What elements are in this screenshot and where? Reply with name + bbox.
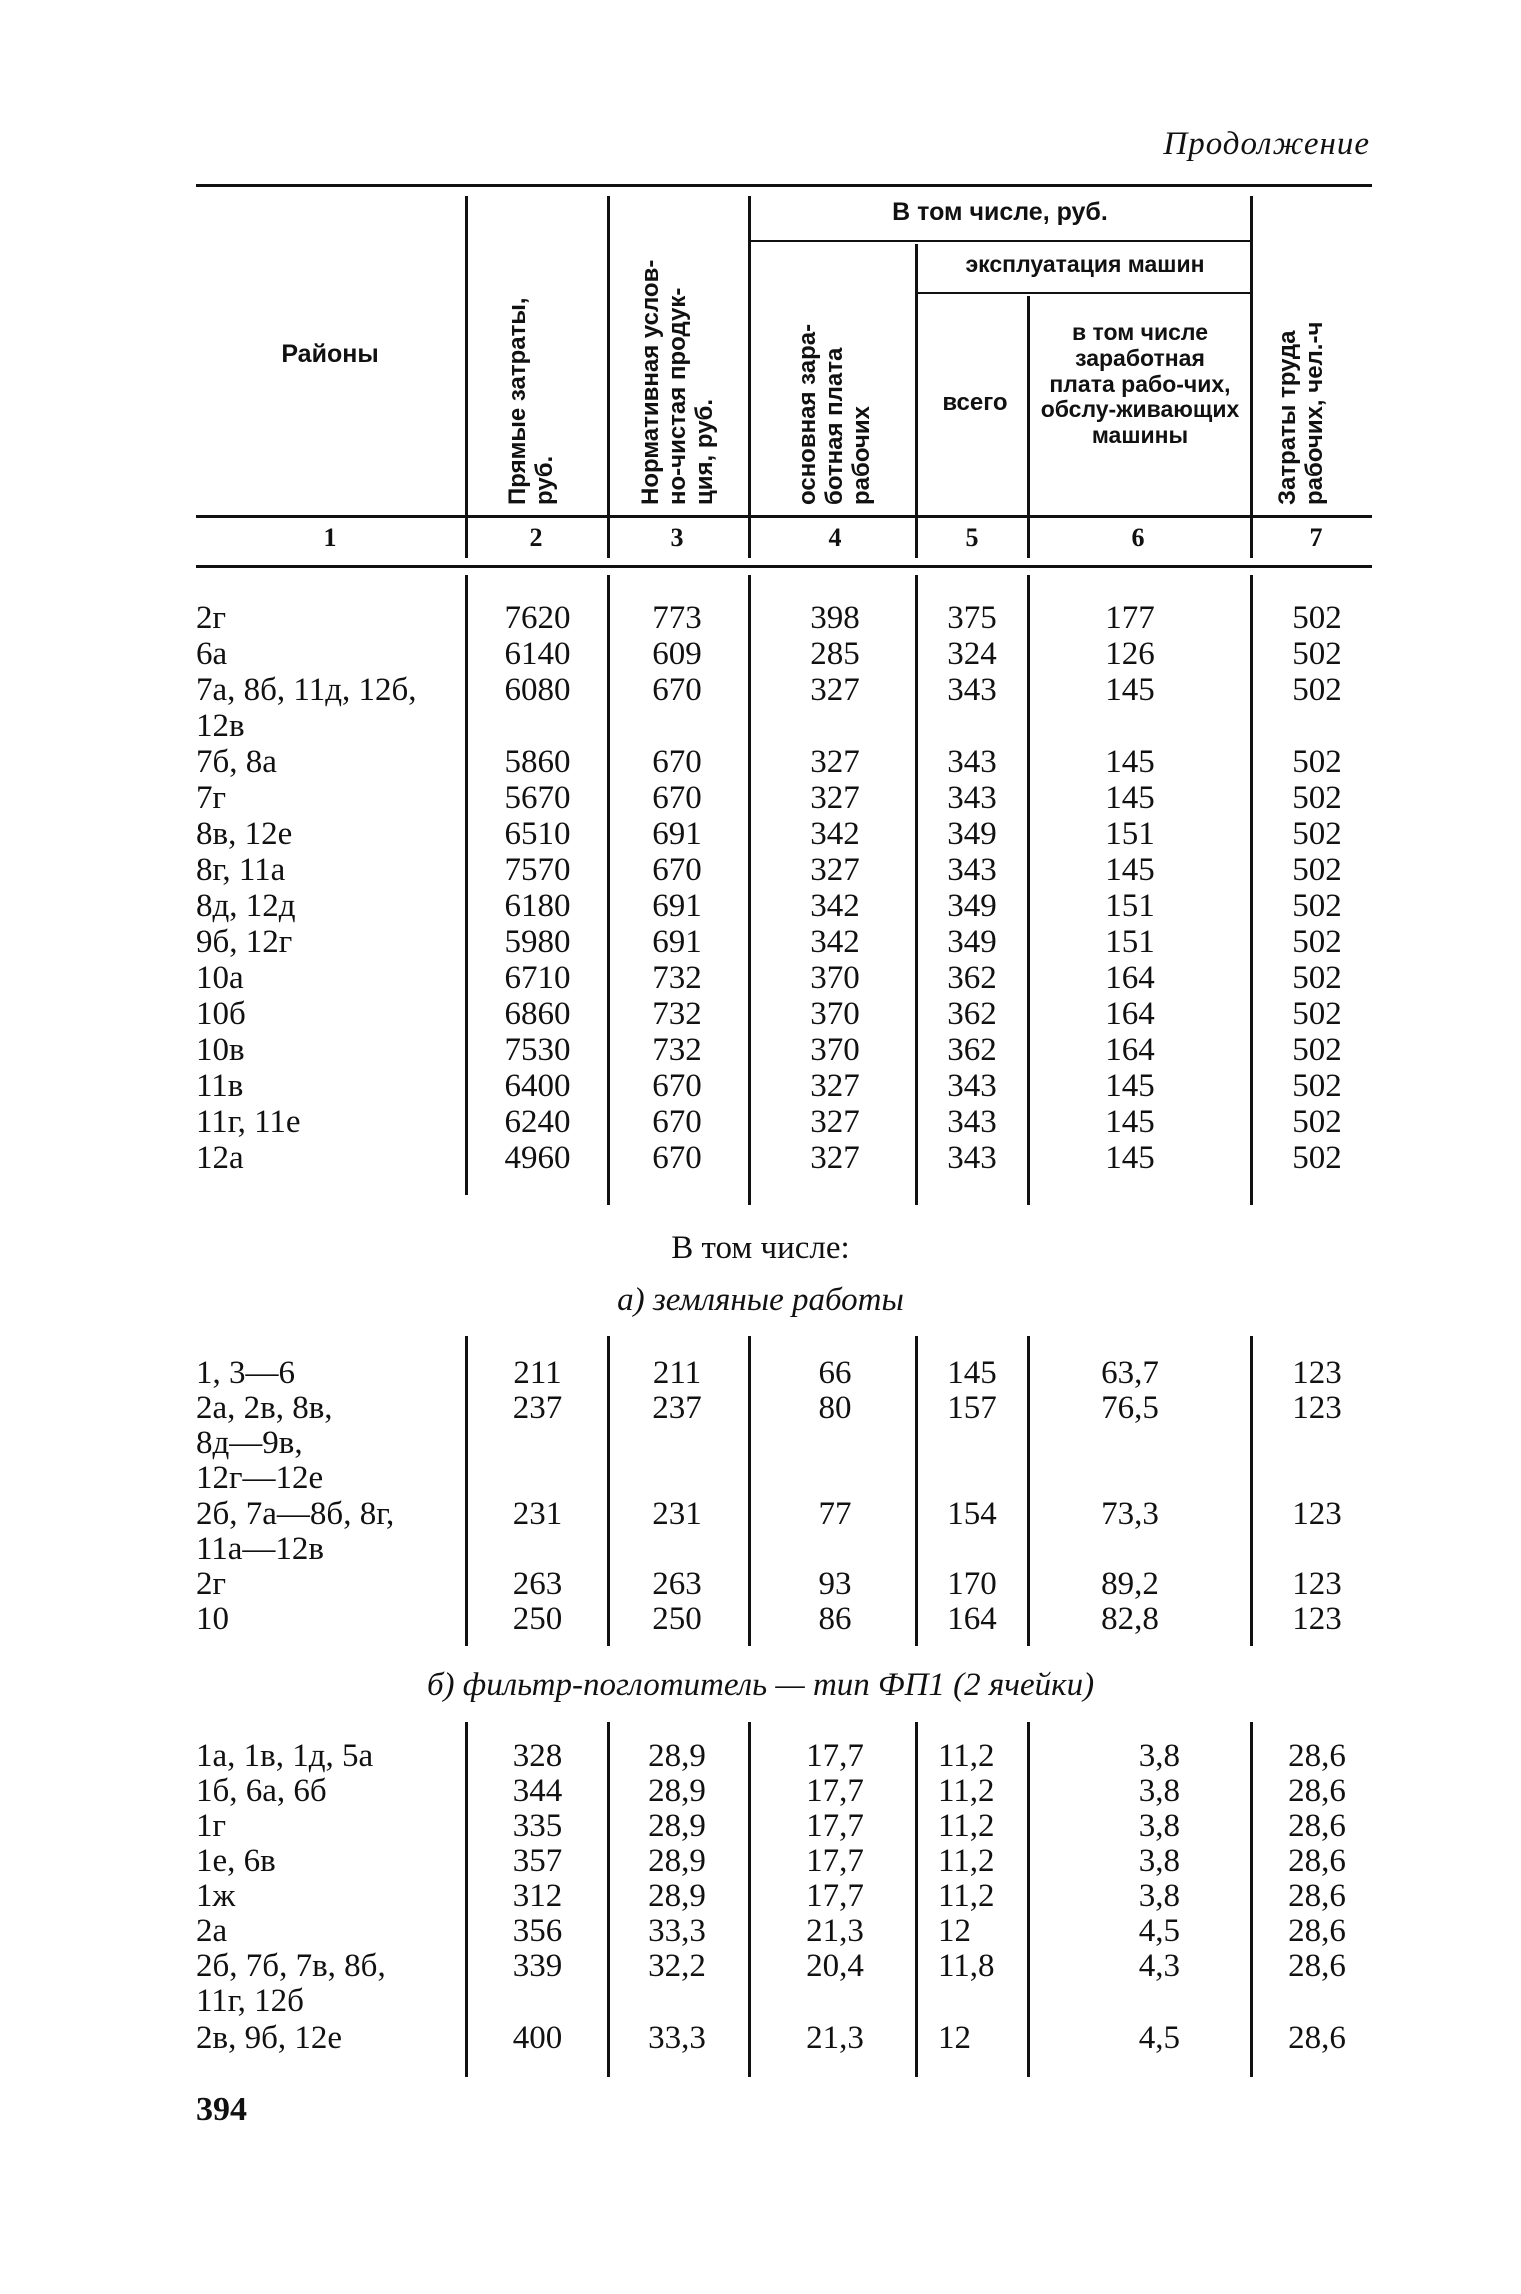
body-divider xyxy=(748,1336,751,1646)
cell: 151 xyxy=(1105,924,1155,960)
region-cell: 8д, 12д xyxy=(196,888,296,924)
cell: 375 xyxy=(947,600,997,636)
region-cell: 2г xyxy=(196,1566,227,1602)
body-divider xyxy=(607,575,610,1205)
header-col2-label: Прямые затраты, руб. xyxy=(504,297,558,505)
region-cell: 1г xyxy=(196,1808,227,1844)
cell: 80 xyxy=(818,1390,852,1426)
cell: 28,6 xyxy=(1288,1948,1346,1984)
cell: 339 xyxy=(512,1948,563,1984)
cell: 151 xyxy=(1105,888,1155,924)
cell: 327 xyxy=(810,1104,860,1140)
cell: 4,3 xyxy=(1138,1948,1180,1984)
cell: 33,3 xyxy=(648,2020,706,2056)
cell: 502 xyxy=(1292,636,1342,672)
cell: 670 xyxy=(652,1104,702,1140)
subgroup-rule xyxy=(918,292,1250,294)
cell: 11,2 xyxy=(938,1738,995,1774)
region-cell: 2а xyxy=(196,1913,228,1949)
cell: 145 xyxy=(1105,744,1155,780)
cell: 250 xyxy=(652,1601,702,1637)
column-number: 6 xyxy=(1131,523,1145,552)
cell: 5670 xyxy=(504,780,571,816)
cell: 356 xyxy=(512,1913,563,1949)
cell: 335 xyxy=(512,1808,563,1844)
cell: 362 xyxy=(947,960,997,996)
cell: 312 xyxy=(512,1878,563,1914)
cell: 231 xyxy=(652,1496,702,1532)
cell: 237 xyxy=(652,1390,702,1426)
body-divider xyxy=(465,1336,468,1646)
region-cell: 2г xyxy=(196,600,227,636)
body-divider xyxy=(748,575,751,1205)
cell: 691 xyxy=(652,816,702,852)
body-divider xyxy=(1250,1336,1253,1646)
cell: 3,8 xyxy=(1138,1738,1180,1774)
region-cell: 10а xyxy=(196,960,244,996)
region-cell: 7г xyxy=(196,780,227,816)
table-top-rule xyxy=(196,184,1372,187)
cell: 231 xyxy=(512,1496,563,1532)
cell: 342 xyxy=(810,924,860,960)
cell: 7530 xyxy=(504,1032,571,1068)
region-cell: 8в, 12е xyxy=(196,816,293,852)
body-divider xyxy=(915,1722,918,2077)
cell: 28,6 xyxy=(1288,1738,1346,1774)
header-divider xyxy=(1250,196,1253,558)
body-divider xyxy=(748,1722,751,2077)
cell: 164 xyxy=(1105,1032,1155,1068)
cell: 502 xyxy=(1292,816,1342,852)
cell: 502 xyxy=(1292,924,1342,960)
cell: 6140 xyxy=(504,636,571,672)
region-cell: 10в xyxy=(196,1032,245,1068)
body-divider xyxy=(1250,575,1253,1205)
cell: 263 xyxy=(512,1566,563,1602)
header-col3-label: Нормативная услов- но-чистая продук- ция, руб. xyxy=(637,259,718,505)
cell: 691 xyxy=(652,924,702,960)
column-number: 3 xyxy=(670,523,684,552)
cell: 145 xyxy=(1105,672,1155,708)
cell: 691 xyxy=(652,888,702,924)
cell: 28,9 xyxy=(648,1843,706,1879)
cell: 154 xyxy=(947,1496,997,1532)
body-divider xyxy=(915,575,918,1205)
cell: 5980 xyxy=(504,924,571,960)
cell: 17,7 xyxy=(806,1843,864,1879)
cell: 349 xyxy=(947,924,997,960)
cell: 7620 xyxy=(504,600,571,636)
cell: 63,7 xyxy=(1101,1355,1159,1391)
body-divider xyxy=(465,1722,468,2077)
cell: 11,2 xyxy=(938,1843,995,1879)
cell: 6080 xyxy=(504,672,571,708)
column-number: 4 xyxy=(828,523,842,552)
cell: 670 xyxy=(652,852,702,888)
cell: 11,2 xyxy=(938,1808,995,1844)
cell: 343 xyxy=(947,780,997,816)
cell: 7570 xyxy=(504,852,571,888)
cell: 362 xyxy=(947,1032,997,1068)
cell: 32,2 xyxy=(648,1948,706,1984)
cell: 4,5 xyxy=(1138,1913,1180,1949)
cell: 732 xyxy=(652,996,702,1032)
section-a-title: а) земляные работы xyxy=(617,1282,904,1318)
region-cell: 8д—9в, xyxy=(196,1425,303,1461)
cell: 357 xyxy=(512,1843,563,1879)
cell: 670 xyxy=(652,744,702,780)
region-cell: 1а, 1в, 1д, 5а xyxy=(196,1738,374,1774)
cell: 164 xyxy=(1105,996,1155,1032)
cell: 164 xyxy=(947,1601,997,1637)
cell: 6860 xyxy=(504,996,571,1032)
cell: 502 xyxy=(1292,672,1342,708)
cell: 670 xyxy=(652,1068,702,1104)
cell: 3,8 xyxy=(1138,1843,1180,1879)
colnum-bottom-rule xyxy=(196,565,1372,568)
cell: 126 xyxy=(1105,636,1155,672)
cell: 400 xyxy=(512,2020,563,2056)
cell: 502 xyxy=(1292,1032,1342,1068)
cell: 502 xyxy=(1292,744,1342,780)
body-divider xyxy=(1250,1722,1253,2077)
cell: 343 xyxy=(947,1140,997,1176)
cell: 343 xyxy=(947,1104,997,1140)
cell: 502 xyxy=(1292,852,1342,888)
region-cell: 11в xyxy=(196,1068,244,1104)
region-cell: 7б, 8а xyxy=(196,744,277,780)
group-rule xyxy=(750,240,1250,242)
cell: 11,2 xyxy=(938,1773,995,1809)
header-col7-label: Затраты труда рабочих, чел.-ч xyxy=(1274,321,1328,505)
cell: 93 xyxy=(818,1566,852,1602)
cell: 502 xyxy=(1292,1104,1342,1140)
header-col6-label: в том числе заработная плата рабо-чих, обслу-живающих машины xyxy=(1040,319,1240,448)
region-cell: 2в, 9б, 12е xyxy=(196,2020,343,2056)
region-cell: 10 xyxy=(196,1601,229,1637)
cell: 6400 xyxy=(504,1068,571,1104)
region-cell: 11г, 12б xyxy=(196,1983,304,2019)
cell: 328 xyxy=(512,1738,563,1774)
region-cell: 2а, 2в, 8в, xyxy=(196,1390,333,1426)
region-cell: 2б, 7а—8б, 8г, xyxy=(196,1496,395,1532)
cell: 327 xyxy=(810,780,860,816)
cell: 123 xyxy=(1292,1496,1342,1532)
cell: 343 xyxy=(947,852,997,888)
cell: 370 xyxy=(810,960,860,996)
cell: 342 xyxy=(810,816,860,852)
cell: 17,7 xyxy=(806,1738,864,1774)
cell: 123 xyxy=(1292,1355,1342,1391)
header-col5-label: всего xyxy=(942,389,1008,416)
cell: 170 xyxy=(947,1566,997,1602)
body-divider xyxy=(915,1336,918,1646)
cell: 20,4 xyxy=(806,1948,864,1984)
region-cell: 10б xyxy=(196,996,246,1032)
cell: 327 xyxy=(810,852,860,888)
header-col4-label: основная зара- ботная плата рабочих xyxy=(794,323,875,505)
body-divider xyxy=(607,1336,610,1646)
cell: 145 xyxy=(1105,780,1155,816)
header-col1-label: Районы xyxy=(281,340,379,368)
cell: 33,3 xyxy=(648,1913,706,1949)
page-number: 394 xyxy=(196,2091,247,2128)
cell: 327 xyxy=(810,1068,860,1104)
cell: 21,3 xyxy=(806,1913,864,1949)
cell: 28,6 xyxy=(1288,1808,1346,1844)
cell: 145 xyxy=(947,1355,997,1391)
cell: 73,3 xyxy=(1101,1496,1159,1532)
cell: 773 xyxy=(652,600,702,636)
region-cell: 1е, 6в xyxy=(196,1843,276,1879)
cell: 502 xyxy=(1292,1140,1342,1176)
cell: 6510 xyxy=(504,816,571,852)
cell: 11,8 xyxy=(938,1948,995,1984)
cell: 349 xyxy=(947,888,997,924)
cell: 145 xyxy=(1105,1068,1155,1104)
cell: 3,8 xyxy=(1138,1808,1180,1844)
region-cell: 12г—12е xyxy=(196,1460,324,1496)
cell: 343 xyxy=(947,672,997,708)
cell: 370 xyxy=(810,1032,860,1068)
region-cell: 1ж xyxy=(196,1878,236,1914)
cell: 6180 xyxy=(504,888,571,924)
cell: 343 xyxy=(947,1068,997,1104)
region-cell: 1б, 6а, 6б xyxy=(196,1773,327,1809)
header-group-label: В том числе, руб. xyxy=(892,198,1108,226)
cell: 237 xyxy=(512,1390,563,1426)
region-cell: 12в xyxy=(196,708,245,744)
region-cell: 7а, 8б, 11д, 12б, xyxy=(196,672,417,708)
header-divider xyxy=(915,244,918,558)
cell: 89,2 xyxy=(1101,1566,1159,1602)
body-divider xyxy=(607,1722,610,2077)
cell: 4960 xyxy=(504,1140,571,1176)
region-cell: 1, 3—6 xyxy=(196,1355,295,1391)
cell: 327 xyxy=(810,744,860,780)
cell: 4,5 xyxy=(1138,2020,1180,2056)
cell: 17,7 xyxy=(806,1808,864,1844)
cell: 11,2 xyxy=(938,1878,995,1914)
cell: 670 xyxy=(652,780,702,816)
cell: 145 xyxy=(1105,852,1155,888)
header-divider xyxy=(748,196,751,558)
cell: 343 xyxy=(947,744,997,780)
column-number: 7 xyxy=(1309,523,1323,552)
cell: 28,9 xyxy=(648,1878,706,1914)
cell: 3,8 xyxy=(1138,1773,1180,1809)
cell: 502 xyxy=(1292,888,1342,924)
continuation-label: Продолжение xyxy=(1163,126,1370,162)
cell: 28,9 xyxy=(648,1738,706,1774)
header-bottom-rule xyxy=(196,515,1372,518)
cell: 327 xyxy=(810,672,860,708)
cell: 670 xyxy=(652,1140,702,1176)
body-divider xyxy=(465,575,468,1195)
cell: 123 xyxy=(1292,1601,1342,1637)
cell: 670 xyxy=(652,672,702,708)
header-subgroup-label: эксплуатация машин xyxy=(965,251,1205,277)
cell: 502 xyxy=(1292,780,1342,816)
cell: 123 xyxy=(1292,1566,1342,1602)
cell: 151 xyxy=(1105,816,1155,852)
cell: 502 xyxy=(1292,600,1342,636)
cell: 398 xyxy=(810,600,860,636)
cell: 502 xyxy=(1292,960,1342,996)
cell: 28,6 xyxy=(1288,1773,1346,1809)
cell: 327 xyxy=(810,1140,860,1176)
region-cell: 12а xyxy=(196,1140,244,1176)
cell: 77 xyxy=(818,1496,852,1532)
region-cell: 11а—12в xyxy=(196,1531,325,1567)
region-cell: 2б, 7б, 7в, 8б, xyxy=(196,1948,386,1984)
cell: 502 xyxy=(1292,996,1342,1032)
cell: 28,9 xyxy=(648,1773,706,1809)
cell: 344 xyxy=(512,1773,563,1809)
cell: 17,7 xyxy=(806,1773,864,1809)
header-divider xyxy=(1027,296,1030,558)
cell: 211 xyxy=(652,1355,702,1391)
cell: 12 xyxy=(938,1913,971,1949)
column-number: 2 xyxy=(529,523,543,552)
cell: 21,3 xyxy=(806,2020,864,2056)
cell: 250 xyxy=(512,1601,563,1637)
cell: 164 xyxy=(1105,960,1155,996)
cell: 82,8 xyxy=(1101,1601,1159,1637)
cell: 123 xyxy=(1292,1390,1342,1426)
cell: 28,6 xyxy=(1288,1878,1346,1914)
cell: 76,5 xyxy=(1101,1390,1159,1426)
region-cell: 8г, 11а xyxy=(196,852,286,888)
cell: 370 xyxy=(810,996,860,1032)
cell: 157 xyxy=(947,1390,997,1426)
cell: 145 xyxy=(1105,1104,1155,1140)
region-cell: 6а xyxy=(196,636,228,672)
cell: 28,6 xyxy=(1288,1843,1346,1879)
cell: 28,6 xyxy=(1288,2020,1346,2056)
section-b-title: б) фильтр-поглотитель — тип ФП1 (2 ячейки) xyxy=(426,1667,1095,1703)
header-divider xyxy=(465,196,468,558)
cell: 6240 xyxy=(504,1104,571,1140)
cell: 86 xyxy=(818,1601,852,1637)
cell: 732 xyxy=(652,1032,702,1068)
cell: 502 xyxy=(1292,1068,1342,1104)
cell: 66 xyxy=(818,1355,852,1391)
region-cell: 11г, 11е xyxy=(196,1104,301,1140)
cell: 177 xyxy=(1105,600,1155,636)
cell: 349 xyxy=(947,816,997,852)
cell: 362 xyxy=(947,996,997,1032)
header-divider xyxy=(607,196,610,558)
cell: 324 xyxy=(947,636,997,672)
cell: 609 xyxy=(652,636,702,672)
cell: 732 xyxy=(652,960,702,996)
column-number: 1 xyxy=(323,523,337,552)
cell: 145 xyxy=(1105,1140,1155,1176)
region-cell: 9б, 12г xyxy=(196,924,293,960)
cell: 263 xyxy=(652,1566,702,1602)
cell: 285 xyxy=(810,636,860,672)
cell: 17,7 xyxy=(806,1878,864,1914)
cell: 12 xyxy=(938,2020,971,2056)
section-heading: В том числе: xyxy=(671,1230,850,1266)
cell: 28,9 xyxy=(648,1808,706,1844)
cell: 5860 xyxy=(504,744,571,780)
cell: 211 xyxy=(513,1355,562,1391)
cell: 6710 xyxy=(504,960,571,996)
column-number: 5 xyxy=(965,523,979,552)
cell: 3,8 xyxy=(1138,1878,1180,1914)
cell: 342 xyxy=(810,888,860,924)
cell: 28,6 xyxy=(1288,1913,1346,1949)
